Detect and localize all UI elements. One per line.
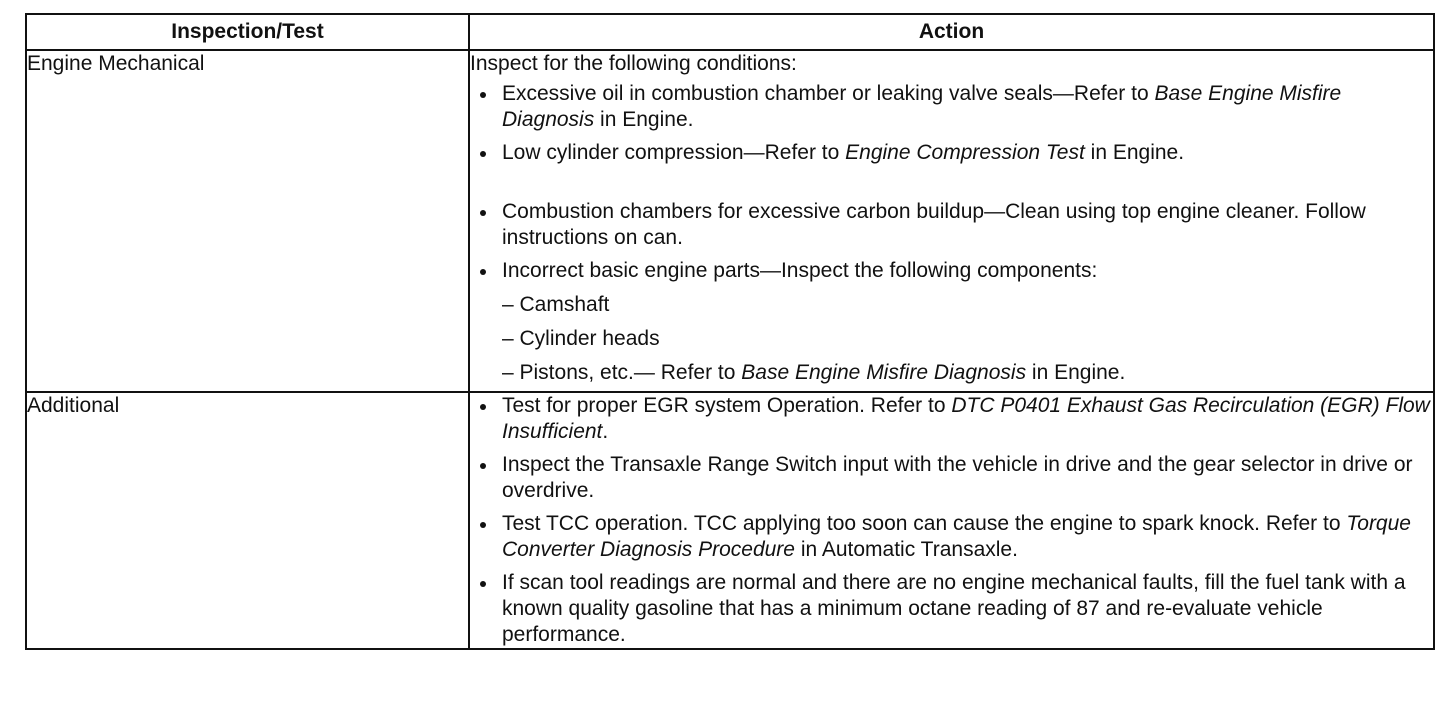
bullet-icon: [480, 581, 486, 587]
table-row-engine-mechanical: [26, 50, 1434, 392]
table-row-additional: [26, 392, 1434, 649]
row-label: Engine Mechanical: [26, 50, 469, 392]
item-text-tail: in Engine.: [594, 108, 694, 131]
action-intro: Inspect for the following conditions:: [470, 52, 797, 75]
item-reference: Base Engine Misfire Diagnosis: [741, 361, 1027, 384]
list-item: [470, 140, 1433, 166]
header-row: [26, 14, 1434, 50]
list-item: [470, 199, 1433, 251]
list-item: [470, 452, 1433, 504]
item-text: Combustion chambers for excessive carbon buildup—Clean using top engine cleaner. Follow instructions on can.: [502, 200, 1366, 249]
bullet-icon: [480, 92, 486, 98]
action-cell: [469, 50, 1434, 392]
bullet-icon: [480, 463, 486, 469]
item-text: If scan tool readings are normal and there are no engine mechanical faults, fill the fuel tank with a known quality gasoline that has a minimum octane reading of 87 and re-evaluate vehicle performance.: [502, 571, 1406, 646]
bullet-icon: [480, 210, 486, 216]
item-text: – Pistons, etc.— Refer to: [502, 361, 742, 384]
list-item: [470, 393, 1433, 445]
item-text-tail: in Automatic Transaxle.: [794, 538, 1018, 561]
item-text-tail: in Engine.: [1026, 361, 1126, 384]
diagnostic-table: [25, 13, 1435, 650]
component-sublist: [502, 292, 1433, 386]
item-reference: Base Engine Misfire Diagnosis: [502, 82, 1342, 131]
bullet-icon: [480, 151, 486, 157]
list-item: [470, 258, 1433, 386]
item-text: Low cylinder compression—Refer to: [502, 141, 846, 164]
item-reference: Engine Compression Test: [845, 141, 1085, 164]
item-text: Incorrect basic engine parts—Inspect the following components:: [502, 259, 1098, 282]
bullet-icon: [480, 404, 486, 410]
item-text: Excessive oil in combustion chamber or leaking valve seals—Refer to: [502, 82, 1155, 105]
bullet-icon: [480, 269, 486, 275]
item-text-tail: .: [602, 420, 609, 443]
sublist-item: – Camshaft: [502, 293, 610, 316]
item-reference: DTC P0401 Exhaust Gas Recirculation (EGR) Flow Insufficient: [502, 394, 1430, 443]
action-list: [470, 81, 1433, 386]
action-cell: [469, 392, 1434, 649]
item-text: Inspect the Transaxle Range Switch input with the vehicle in drive and the gear selector in drive or overdrive.: [502, 453, 1413, 502]
header-action: Action: [469, 14, 1434, 50]
list-item: [470, 81, 1433, 133]
row-label: Additional: [26, 392, 469, 649]
item-text: Test TCC operation. TCC applying too soon can cause the engine to spark knock. Refer to: [502, 512, 1347, 535]
item-reference: Torque Converter Diagnosis Procedure: [502, 512, 1411, 561]
action-list: [470, 393, 1433, 648]
list-item: [470, 511, 1433, 563]
header-inspection-test: Inspection/Test: [26, 14, 469, 50]
list-item: [470, 570, 1433, 648]
sublist-item: – Cylinder heads: [502, 327, 660, 350]
item-text-tail: in Engine.: [1084, 141, 1185, 164]
bullet-icon: [480, 522, 486, 528]
item-text: Test for proper EGR system Operation. Refer to: [502, 394, 952, 417]
sublist-item: [502, 360, 1433, 386]
